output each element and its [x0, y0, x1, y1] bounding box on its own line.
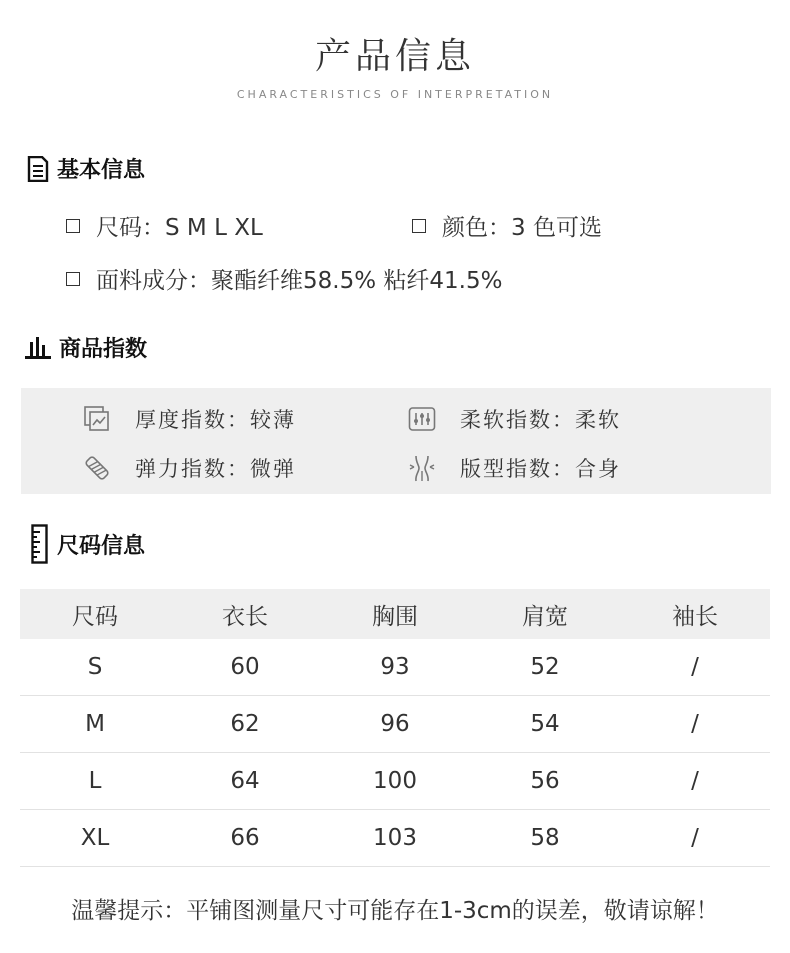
- table-row: [20, 810, 770, 867]
- basic-info-heading-text: 基本信息: [57, 158, 146, 183]
- cell-length: 64: [170, 753, 320, 810]
- fit-index-text: 版型指数：合身: [460, 457, 621, 481]
- fit-index: [408, 453, 621, 483]
- cell-shoulder: 58: [470, 810, 620, 867]
- ruler-icon: [31, 524, 49, 564]
- index-heading: [25, 332, 147, 363]
- cell-chest: 93: [320, 639, 470, 696]
- basic-size: 尺码：S M L XL: [96, 215, 263, 241]
- cell-shoulder: 56: [470, 753, 620, 810]
- cell-length: 66: [170, 810, 320, 867]
- size-table-header-row: [20, 589, 770, 639]
- basic-fabric: 面料成分：聚酯纤维58.5% 粘纤41.5%: [96, 268, 503, 294]
- checkbox-icon: [66, 219, 80, 233]
- cell-size: M: [20, 696, 170, 753]
- disclaimer-text: 温馨提示：平铺图测量尺寸可能存在1-3cm的误差，敬请谅解！: [71, 898, 719, 924]
- checkbox-icon: [412, 219, 426, 233]
- cell-length: 62: [170, 696, 320, 753]
- basic-size-row: [66, 209, 263, 242]
- cell-size: XL: [20, 810, 170, 867]
- index-heading-text: 商品指数: [59, 337, 148, 362]
- checkbox-icon: [66, 272, 80, 286]
- table-row: [20, 753, 770, 810]
- sliders-icon: [408, 405, 436, 433]
- basic-color: 颜色：3 色可选: [442, 215, 602, 241]
- body-shape-icon: [408, 454, 436, 482]
- page-title: 产品信息: [314, 36, 475, 77]
- bar-chart-icon: [25, 336, 51, 360]
- cell-sleeve: /: [620, 639, 770, 696]
- softness-index: [408, 404, 621, 434]
- elasticity-index-text: 弹力指数：微弹: [135, 457, 296, 481]
- thickness-index-text: 厚度指数：较薄: [135, 408, 296, 432]
- basic-fabric-row: [66, 262, 502, 295]
- cell-sleeve: /: [620, 810, 770, 867]
- col-header-chest: 胸围: [320, 589, 470, 639]
- layers-icon: [83, 405, 111, 433]
- cell-chest: 100: [320, 753, 470, 810]
- col-header-length: 衣长: [170, 589, 320, 639]
- size-info-heading-text: 尺码信息: [57, 533, 146, 559]
- cell-size: S: [20, 639, 170, 696]
- cell-size: L: [20, 753, 170, 810]
- page-subtitle: CHARACTERISTICS OF INTERPRETATION: [236, 88, 554, 101]
- cell-chest: 103: [320, 810, 470, 867]
- cell-shoulder: 54: [470, 696, 620, 753]
- col-header-shoulder: 肩宽: [470, 589, 620, 639]
- col-header-sleeve: 袖长: [620, 589, 770, 639]
- size-table-wrapper: [20, 589, 770, 867]
- cell-sleeve: /: [620, 753, 770, 810]
- table-row: [20, 639, 770, 696]
- spring-icon: [83, 454, 111, 482]
- softness-index-text: 柔软指数：柔软: [460, 408, 621, 432]
- col-header-size: 尺码: [20, 589, 170, 639]
- cell-chest: 96: [320, 696, 470, 753]
- size-table: [20, 589, 770, 867]
- cell-length: 60: [170, 639, 320, 696]
- document-icon: [27, 156, 49, 182]
- elasticity-index: [83, 453, 296, 483]
- basic-color-row: [412, 209, 602, 242]
- basic-info-heading: [27, 153, 145, 184]
- size-info-heading: [31, 524, 145, 564]
- thickness-index: [83, 404, 296, 434]
- table-row: [20, 696, 770, 753]
- cell-shoulder: 52: [470, 639, 620, 696]
- cell-sleeve: /: [620, 696, 770, 753]
